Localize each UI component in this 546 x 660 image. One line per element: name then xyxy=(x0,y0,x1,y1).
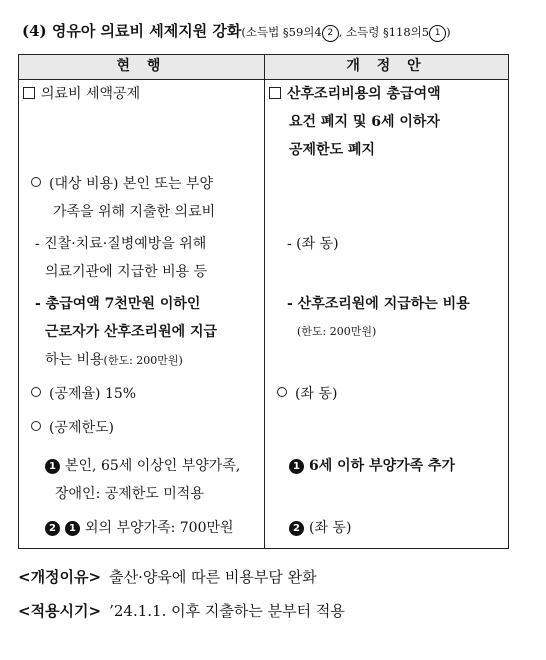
current-item2: - 총급여액 7천만원 이하인 근로자가 산후조리원에 지급 하는 비용(한도: 200만원) xyxy=(35,296,218,368)
checkbox-square-icon xyxy=(23,87,35,99)
current-section-title: 의료비 세액공제 xyxy=(23,80,140,108)
section-title-text: (4) 영유아 의료비 세제지원 강화 xyxy=(22,22,242,40)
current-item1: - 진찰·치료·질병예방을 위해 의료기관에 지급한 비용 등 xyxy=(35,236,208,280)
effective-date-text: ’24.1.1. 이후 지출하는 분부터 적용 xyxy=(109,602,345,620)
circle-bullet-icon xyxy=(31,177,41,187)
current-limit1: 1 본인, 65세 이상인 부양가족, 장애인: 공제한도 미적용 xyxy=(45,452,240,508)
revised-rate: (좌 동) xyxy=(277,380,337,408)
section-title xyxy=(22,20,451,42)
revision-reason-text: 출산·양육에 따른 비용부담 완화 xyxy=(109,568,317,586)
number-2-icon: 2 xyxy=(289,521,304,536)
circled-number-icon: 1 xyxy=(429,25,446,42)
revised-column xyxy=(265,80,509,549)
revised-item2: - 산후조리원에 지급하는 비용 (한도: 200만원) xyxy=(287,296,470,338)
revised-limit2: 2 (좌 동) xyxy=(289,514,351,542)
circle-bullet-icon xyxy=(277,387,287,397)
number-1-icon: 1 xyxy=(65,521,80,536)
circle-bullet-icon xyxy=(31,387,41,397)
current-limit2: 2 1 외의 부양가족: 700만원 xyxy=(45,514,234,542)
checkbox-square-icon xyxy=(269,87,281,99)
comparison-table xyxy=(18,54,509,549)
revision-reason-label: <개정이유> xyxy=(18,568,102,586)
revision-reason xyxy=(18,566,317,587)
current-column xyxy=(19,80,265,549)
number-1-icon: 1 xyxy=(289,459,304,474)
current-rate: (공제율) 15% xyxy=(31,380,136,408)
current-limit-label: (공제한도) xyxy=(31,414,114,442)
circled-number-icon: 2 xyxy=(322,25,339,42)
effective-date xyxy=(18,600,345,621)
current-target: (대상 비용) 본인 또는 부양 가족을 위해 지출한 의료비 xyxy=(31,170,215,226)
header-current: 현 행 xyxy=(19,55,265,80)
revised-item1: - (좌 동) xyxy=(287,236,339,252)
circle-bullet-icon xyxy=(31,421,41,431)
number-2-icon: 2 xyxy=(45,521,60,536)
header-revised: 개 정 안 xyxy=(265,55,509,80)
legal-reference: (소득법 §59의4 2 , 소득령 §118의5 1 ) xyxy=(241,25,450,39)
revised-limit1: 1 6세 이하 부양가족 추가 xyxy=(289,452,455,480)
number-1-icon: 1 xyxy=(45,459,60,474)
revised-section-title: 산후조리비용의 총급여액 요건 폐지 및 6세 이하자 공제한도 폐지 xyxy=(269,80,441,164)
effective-date-label: <적용시기> xyxy=(18,602,102,620)
